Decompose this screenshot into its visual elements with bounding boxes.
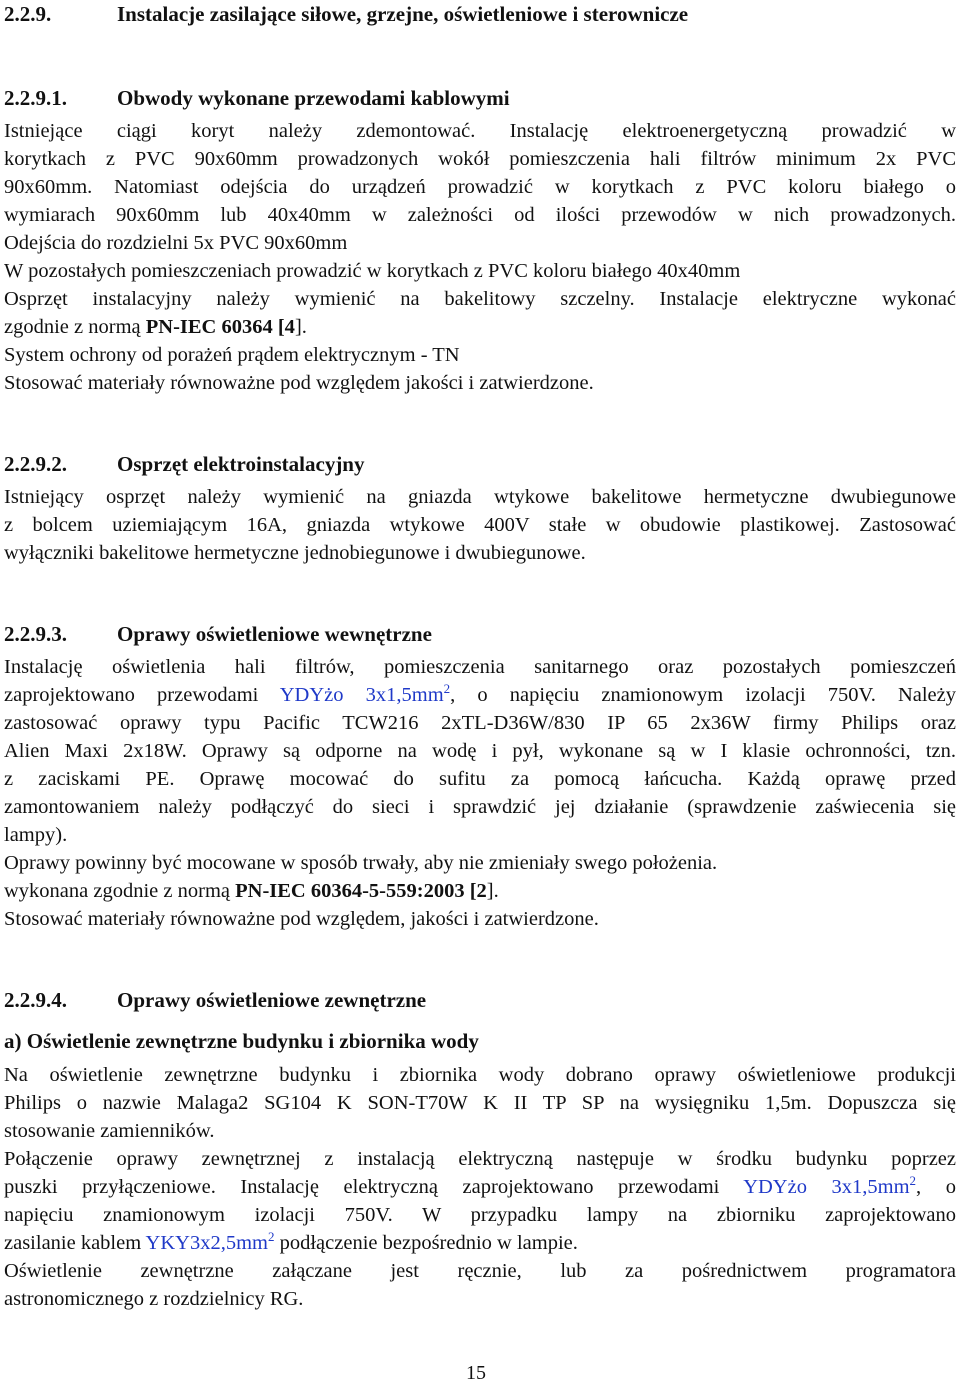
section-heading — [4, 0, 688, 28]
paragraph-line: korytkach z PVC 90x60mm prowadzonych wokół pomieszczenia hali filtrów minimum 2x PVC — [4, 148, 956, 170]
subsection-heading — [4, 450, 365, 478]
paragraph-line: z zaciskami PE. Oprawę mocować do sufitu za pomocą łańcucha. Każdą oprawę przed — [4, 768, 956, 790]
paragraph-line: Odejścia do rozdzielni 5x PVC 90x60mm — [4, 232, 348, 254]
paragraph-line: zasilanie kablem $YKY3x2,5mm^2$ podłączenie bezpośrednio w lampie. — [4, 1229, 578, 1254]
paragraph-line: Istniejące ciągi koryt należy zdemontować. Instalację elektroenergetyczną prowadzić w — [4, 120, 956, 142]
subsection-title: Obwody wykonane przewodami kablowymi — [117, 86, 510, 110]
paragraph-line: 90x60mm. Natomiast odejścia do urządzeń prowadzić w korytkach z PVC koloru białego o — [4, 176, 956, 198]
paragraph-line: puszki przyłączeniowe. Instalację elektryczną zaprojektowano przewodami YDYżo $3x1,5mm^2$, o — [4, 1173, 956, 1198]
subsection-number: 2.2.9.2. — [4, 452, 67, 476]
paragraph-line: System ochrony od porażeń prądem elektrycznym - TN — [4, 344, 460, 366]
paragraph-line: Stosować materiały równoważne pod względem jakości i zatwierdzone. — [4, 372, 594, 394]
paragraph-line: Instalację oświetlenia hali filtrów, pomieszczenia sanitarnego oraz pozostałych pomieszczeń — [4, 656, 956, 678]
paragraph-line: W pozostałych pomieszczeniach prowadzić w korytkach z PVC koloru białego 40x40mm — [4, 260, 741, 282]
paragraph-line: zgodnie z normą PN-IEC 60364 [4]. — [4, 316, 307, 338]
subsection-number: 2.2.9.1. — [4, 86, 67, 110]
sub-subsection-heading: a) Oświetlenie zewnętrzne budynku i zbiornika wody — [4, 1029, 479, 1053]
paragraph-line: Osprzęt instalacyjny należy wymienić na bakelitowy szczelny. Instalacje elektryczne wykonać — [4, 288, 956, 310]
subsection-heading — [4, 620, 432, 648]
paragraph-line: stosowanie zamienników. — [4, 1120, 215, 1142]
paragraph-line: Na oświetlenie zewnętrzne budynku i zbiornika wody dobrano oprawy oświetleniowe produkcji — [4, 1064, 956, 1086]
paragraph-line: Istniejący osprzęt należy wymienić na gniazda wtykowe bakelitowe hermetyczne dwubiegunowe — [4, 486, 956, 508]
paragraph-line: astronomicznego z rozdzielnicy RG. — [4, 1288, 304, 1310]
paragraph-line: Alien Maxi 2x18W. Oprawy są odporne na wodę i pył, wykonane są w I klasie ochronności, tzn. — [4, 740, 956, 762]
paragraph-line: z bolcem uziemiającym 16A, gniazda wtykowe 400V stałe w obudowie plastikowej. Zastosować — [4, 514, 956, 536]
subsection-heading — [4, 986, 426, 1014]
subsection-title: Osprzęt elektroinstalacyjny — [117, 452, 365, 476]
paragraph-line: Stosować materiały równoważne pod względem, jakości i zatwierdzone. — [4, 908, 599, 930]
paragraph-line: wyłączniki bakelitowe hermetyczne jednobiegunowe i dwubiegunowe. — [4, 542, 586, 564]
standard-reference: PN-IEC 60364 [4 — [145, 316, 295, 338]
cable-type: YKY3x2,5mm — [145, 1232, 268, 1254]
superscript: 2 — [267, 1229, 275, 1245]
cable-type: YDYżo 3x1,5mm — [279, 684, 444, 706]
subsection-title: Oprawy oświetleniowe zewnętrzne — [117, 988, 427, 1012]
paragraph-line: Oprawy powinny być mocowane w sposób trwały, aby nie zmieniały swego położenia. — [4, 852, 718, 874]
section-title: Instalacje zasilające siłowe, grzejne, oświetleniowe i sterownicze — [117, 2, 689, 26]
cable-type: YDYżo 3x1,5mm — [743, 1176, 910, 1198]
paragraph-line: Oświetlenie zewnętrzne załączane jest ręcznie, lub za pośrednictwem programatora — [4, 1260, 956, 1282]
page-number: 15 — [466, 1362, 486, 1384]
paragraph-line: lampy). — [4, 824, 68, 846]
paragraph-line: wykonana zgodnie z normą PN-IEC 60364-5-559:2003 [2]. — [4, 880, 499, 902]
section-number: 2.2.9. — [4, 2, 52, 26]
paragraph-line: zastosować oprawy typu Pacific TCW216 2xTL-D36W/830 IP 65 2x36W firmy Philips oraz — [4, 712, 956, 734]
paragraph-line: Połączenie oprawy zewnętrznej z instalacją elektryczną następuje w środku budynku poprzez — [4, 1148, 956, 1170]
subsection-number: 2.2.9.4. — [4, 988, 67, 1012]
subsection-heading — [4, 84, 510, 112]
subsection-number: 2.2.9.3. — [4, 622, 67, 646]
paragraph-line: zaprojektowano przewodami YDYżo $3x1,5mm^2$, o napięciu znamionowym izolacji 750V. Należy — [4, 681, 956, 706]
standard-reference: PN-IEC 60364-5-559:2003 [2 — [235, 880, 487, 902]
subsection-title: Oprawy oświetleniowe wewnętrzne — [117, 622, 432, 646]
superscript: 2 — [443, 681, 451, 697]
paragraph-line: zamontowaniem należy podłączyć do sieci i sprawdzić jej działanie (sprawdzenie zaświecenia się — [4, 796, 956, 818]
paragraph-line: Philips o nazwie Malaga2 SG104 K SON-T70W K II TP SP na wysięgniku 1,5m. Dopuszcza się — [4, 1092, 956, 1114]
paragraph-line: napięciu znamionowym izolacji 750V. W przypadku lampy na zbiorniku zaprojektowano — [4, 1204, 956, 1226]
superscript: 2 — [909, 1173, 917, 1189]
paragraph-line: wymiarach 90x60mm lub 40x40mm w zależności od ilości przewodów w nich prowadzonych. — [4, 204, 956, 226]
